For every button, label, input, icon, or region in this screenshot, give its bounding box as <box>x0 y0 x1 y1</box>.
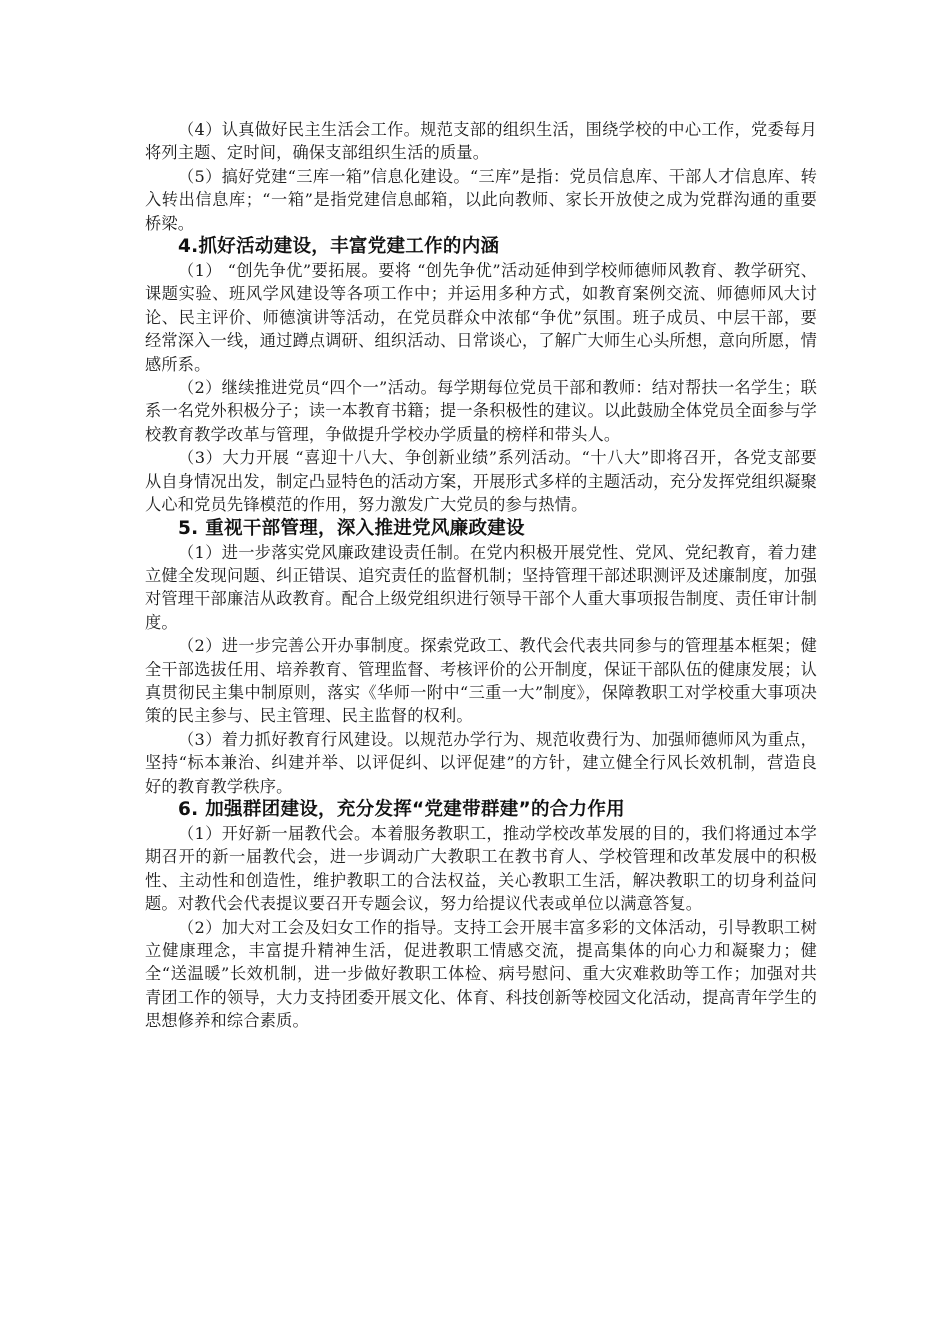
section-heading: 6. 加强群团建设，充分发挥“党建带群建”的合力作用 <box>178 798 625 820</box>
section-heading: 5. 重视干部管理，深入推进党风廉政建设 <box>178 517 525 539</box>
paragraph: （3）着力抓好教育行风建设。以规范办学行为、规范收费行为、加强师德师风为重点，坚持“标本兼治、纠建并举、以评促纠、以评促建”的方针，建立健全行风长效机制，营造良好的教育教学秩序。 <box>145 729 817 796</box>
paragraph: （2）进一步完善公开办事制度。探索党政工、教代会代表共同参与的管理基本框架；健全干部选拔任用、培养教育、管理监督、考核评价的公开制度，保证干部队伍的健康发展；认真贯彻民主集中制原则，落实《华师一附中“三重一大”制度》，保障教职工对学校重大事项决策的民主参与、民主管理、民主监督的权利。 <box>145 636 817 726</box>
paragraph: （1）开好新一届教代会。本着服务教职工，推动学校改革发展的目的，我们将通过本学期召开的新一届教代会，进一步调动广大教职工在教书育人、学校管理和改革发展中的积极性、主动性和创造性，维护教职工的合法权益，关心教职工生活，解决教职工的切身利益问题。对教代会代表提议要召开专题会议，努力给提议代表或单位以满意答复。 <box>145 823 817 914</box>
paragraph: （1）进一步落实党风廉政建设责任制。在党内积极开展党性、党风、党纪教育，着力建立健全发现问题、纠正错误、追究责任的监督机制；坚持管理干部述职测评及述廉制度，加强对管理干部廉洁从政教育。配合上级党组织进行领导干部个人重大事项报告制度、责任审计制度。 <box>145 542 817 632</box>
document-page <box>145 118 817 1033</box>
paragraph: （2）加大对工会及妇女工作的指导。支持工会开展丰富多彩的文体活动，引导教职工树立健康理念，丰富提升精神生活，促进教职工情感交流，提高集体的向心力和凝聚力；健全“送温暖”长效机制，进一步做好教职工体检、病号慰问、重大灾难救助等工作；加强对共青团工作的领导，大力支持团委开展文化、体育、科技创新等校园文化活动，提高青年学生的思想修养和综合素质。 <box>145 917 817 1031</box>
section-heading: 4.抓好活动建设，丰富党建工作的内涵 <box>178 236 500 258</box>
paragraph: （1） “创先争优”要拓展。要将 “创先争优”活动延伸到学校师德师风教育、教学研究、课题实验、班风学风建设等各项工作中；并运用多种方式，如教育案例交流、师德师风大讨论、民主评价、师德演讲等活动，在党员群众中浓郁“争优”氛围。班子成员、中层干部，要经常深入一线，通过蹲点调研、组织活动、日常谈心，了解广大师生心头所想，意向所愿，情感所系。 <box>145 261 817 374</box>
paragraph: （3）大力开展 “喜迎十八大、争创新业绩”系列活动。“十八大”即将召开，各党支部要从自身情况出发，制定凸显特色的活动方案，开展形式多样的主题活动，充分发挥党组织凝聚人心和党员先锋模范的作用，努力激发广大党员的参与热情。 <box>145 448 817 515</box>
paragraph: （4）认真做好民主生活会工作。规范支部的组织生活，围绕学校的中心工作，党委每月将列主题、定时间，确保支部组织生活的质量。 <box>145 120 817 163</box>
paragraph: （5）搞好党建“三库一箱”信息化建设。“三库”是指：党员信息库、干部人才信息库、转入转出信息库；“一箱”是指党建信息邮箱，以此向教师、家长开放使之成为党群沟通的重要桥梁。 <box>145 166 817 233</box>
paragraph: （2）继续推进党员“四个一”活动。每学期每位党员干部和教师：结对帮扶一名学生；联系一名党外积极分子；读一本教育书籍；提一条积极性的建议。以此鼓励全体党员全面参与学校教育教学改革与管理，争做提升学校办学质量的榜样和带头人。 <box>145 378 817 444</box>
